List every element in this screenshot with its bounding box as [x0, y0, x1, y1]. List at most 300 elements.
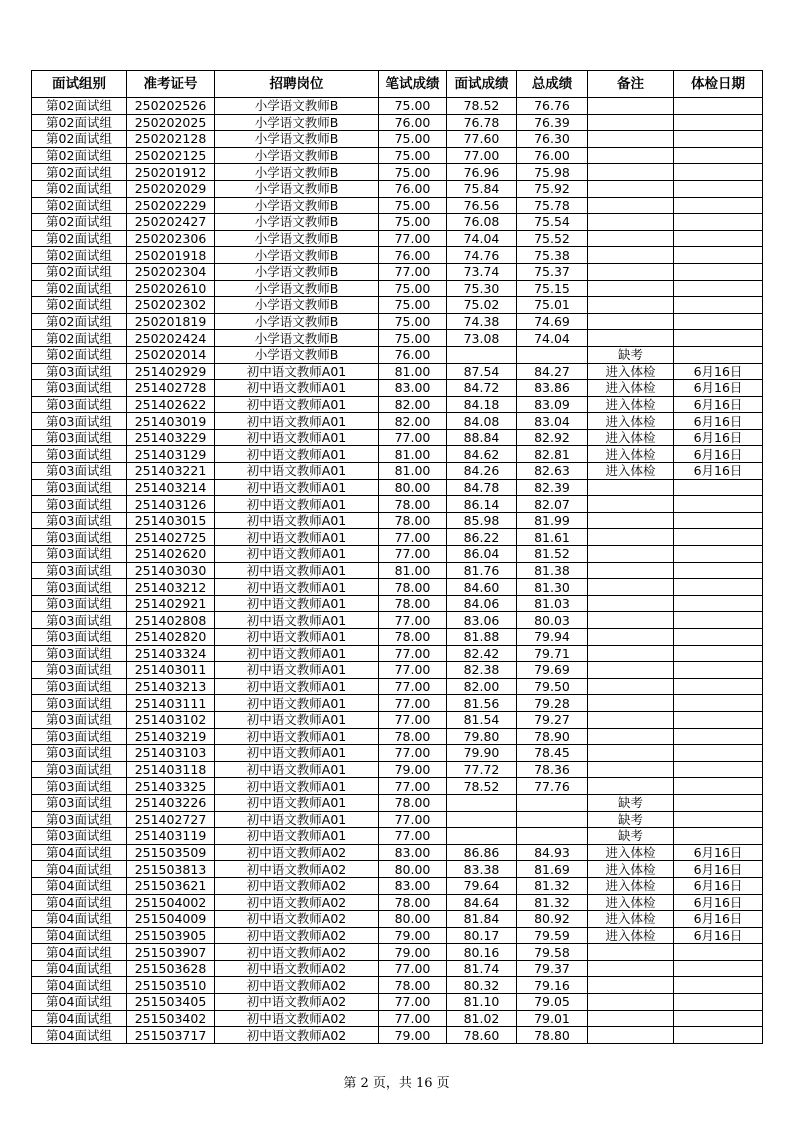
exam-date-cell: 6月16日 [674, 877, 763, 894]
interview-score-cell: 84.62 [447, 446, 517, 463]
group-cell: 第02面试组 [32, 247, 127, 264]
group-cell: 第03面试组 [32, 562, 127, 579]
total-score-cell: 75.98 [517, 164, 588, 181]
total-score-cell: 75.15 [517, 280, 588, 297]
table-row [32, 944, 763, 961]
col-header-group: 面试组别 [32, 71, 127, 98]
table-row [32, 911, 763, 928]
position-cell: 初中语文教师A01 [215, 745, 379, 762]
exam-date-cell [674, 346, 763, 363]
exam-number-cell: 250202125 [127, 147, 215, 164]
exam-number-cell: 251403030 [127, 562, 215, 579]
group-cell: 第03面试组 [32, 678, 127, 695]
exam-number-cell: 251503628 [127, 960, 215, 977]
group-cell: 第03面试组 [32, 761, 127, 778]
position-cell: 初中语文教师A01 [215, 761, 379, 778]
written-score-cell: 76.00 [379, 346, 447, 363]
position-cell: 初中语文教师A01 [215, 811, 379, 828]
group-cell: 第03面试组 [32, 595, 127, 612]
written-score-cell: 78.00 [379, 728, 447, 745]
written-score-cell: 78.00 [379, 894, 447, 911]
table-row [32, 844, 763, 861]
remark-cell [588, 164, 674, 181]
remark-cell [588, 711, 674, 728]
group-cell: 第03面试组 [32, 728, 127, 745]
group-cell: 第03面试组 [32, 463, 127, 480]
group-cell: 第03面试组 [32, 396, 127, 413]
total-score-cell: 75.38 [517, 247, 588, 264]
group-cell: 第02面试组 [32, 131, 127, 148]
written-score-cell: 82.00 [379, 413, 447, 430]
total-score-cell: 78.36 [517, 761, 588, 778]
written-score-cell: 76.00 [379, 247, 447, 264]
written-score-cell: 77.00 [379, 230, 447, 247]
table-row [32, 828, 763, 845]
written-score-cell: 75.00 [379, 197, 447, 214]
total-score-cell: 81.32 [517, 894, 588, 911]
group-cell: 第03面试组 [32, 496, 127, 513]
interview-score-cell: 86.86 [447, 844, 517, 861]
exam-number-cell: 250202304 [127, 263, 215, 280]
remark-cell [588, 595, 674, 612]
exam-number-cell: 251402622 [127, 396, 215, 413]
exam-date-cell [674, 529, 763, 546]
exam-date-cell [674, 230, 763, 247]
table-row [32, 794, 763, 811]
total-score-cell: 79.27 [517, 711, 588, 728]
interview-score-cell: 84.72 [447, 380, 517, 397]
remark-cell [588, 662, 674, 679]
exam-number-cell: 251403212 [127, 579, 215, 596]
remark-cell [588, 263, 674, 280]
table-row [32, 363, 763, 380]
total-score-cell: 74.04 [517, 330, 588, 347]
exam-date-cell [674, 297, 763, 314]
written-score-cell: 75.00 [379, 214, 447, 231]
total-score-cell: 78.90 [517, 728, 588, 745]
exam-number-cell: 251403126 [127, 496, 215, 513]
remark-cell [588, 629, 674, 646]
exam-number-cell: 250202014 [127, 346, 215, 363]
interview-score-cell: 81.84 [447, 911, 517, 928]
exam-number-cell: 251402929 [127, 363, 215, 380]
total-score-cell: 82.81 [517, 446, 588, 463]
remark-cell: 进入体检 [588, 894, 674, 911]
interview-score-cell: 74.04 [447, 230, 517, 247]
exam-date-cell [674, 695, 763, 712]
total-score-cell: 79.58 [517, 944, 588, 961]
remark-cell [588, 1010, 674, 1027]
written-score-cell: 80.00 [379, 479, 447, 496]
exam-date-cell [674, 828, 763, 845]
total-score-cell: 82.63 [517, 463, 588, 480]
exam-number-cell: 251402620 [127, 546, 215, 563]
table-row [32, 877, 763, 894]
exam-date-cell [674, 645, 763, 662]
total-score-cell: 79.69 [517, 662, 588, 679]
group-cell: 第02面试组 [32, 98, 127, 115]
remark-cell [588, 147, 674, 164]
written-score-cell: 83.00 [379, 380, 447, 397]
col-header-exam-number: 准考证号 [127, 71, 215, 98]
interview-score-cell: 82.00 [447, 678, 517, 695]
written-score-cell: 78.00 [379, 977, 447, 994]
written-score-cell: 78.00 [379, 496, 447, 513]
exam-date-cell: 6月16日 [674, 380, 763, 397]
written-score-cell: 77.00 [379, 960, 447, 977]
remark-cell [588, 562, 674, 579]
interview-score-cell: 76.56 [447, 197, 517, 214]
position-cell: 小学语文教师B [215, 280, 379, 297]
position-cell: 初中语文教师A02 [215, 960, 379, 977]
total-score-cell: 84.93 [517, 844, 588, 861]
interview-score-cell: 81.76 [447, 562, 517, 579]
position-cell: 初中语文教师A02 [215, 861, 379, 878]
group-cell: 第04面试组 [32, 1010, 127, 1027]
exam-number-cell: 251403015 [127, 512, 215, 529]
exam-date-cell: 6月16日 [674, 429, 763, 446]
position-cell: 初中语文教师A01 [215, 645, 379, 662]
position-cell: 小学语文教师B [215, 131, 379, 148]
remark-cell: 进入体检 [588, 413, 674, 430]
written-score-cell: 75.00 [379, 98, 447, 115]
col-header-total-score: 总成绩 [517, 71, 588, 98]
col-header-remark: 备注 [588, 71, 674, 98]
exam-number-cell: 250202229 [127, 197, 215, 214]
exam-date-cell: 6月16日 [674, 413, 763, 430]
exam-date-cell [674, 811, 763, 828]
written-score-cell: 82.00 [379, 396, 447, 413]
group-cell: 第04面试组 [32, 911, 127, 928]
total-score-cell: 79.37 [517, 960, 588, 977]
exam-number-cell: 251504002 [127, 894, 215, 911]
exam-number-cell: 251503717 [127, 1027, 215, 1044]
exam-date-cell: 6月16日 [674, 363, 763, 380]
exam-number-cell: 251402820 [127, 629, 215, 646]
total-score-cell: 78.80 [517, 1027, 588, 1044]
exam-number-cell: 250202610 [127, 280, 215, 297]
group-cell: 第04面试组 [32, 977, 127, 994]
remark-cell [588, 131, 674, 148]
group-cell: 第02面试组 [32, 263, 127, 280]
written-score-cell: 77.00 [379, 529, 447, 546]
group-cell: 第02面试组 [32, 330, 127, 347]
total-score-cell: 75.78 [517, 197, 588, 214]
remark-cell: 进入体检 [588, 861, 674, 878]
interview-score-cell: 77.00 [447, 147, 517, 164]
remark-cell [588, 98, 674, 115]
written-score-cell: 80.00 [379, 861, 447, 878]
exam-number-cell: 250202128 [127, 131, 215, 148]
exam-date-cell: 6月16日 [674, 927, 763, 944]
written-score-cell: 79.00 [379, 927, 447, 944]
written-score-cell: 77.00 [379, 612, 447, 629]
group-cell: 第03面试组 [32, 695, 127, 712]
exam-number-cell: 251402727 [127, 811, 215, 828]
table-row [32, 529, 763, 546]
exam-number-cell: 251503510 [127, 977, 215, 994]
interview-score-cell: 80.17 [447, 927, 517, 944]
written-score-cell: 78.00 [379, 579, 447, 596]
exam-number-cell: 251403118 [127, 761, 215, 778]
interview-score-cell: 81.56 [447, 695, 517, 712]
interview-score-cell: 87.54 [447, 363, 517, 380]
table-row [32, 678, 763, 695]
exam-number-cell: 250202306 [127, 230, 215, 247]
remark-cell [588, 214, 674, 231]
position-cell: 初中语文教师A01 [215, 595, 379, 612]
remark-cell [588, 512, 674, 529]
total-score-cell: 79.01 [517, 1010, 588, 1027]
exam-date-cell [674, 944, 763, 961]
interview-score-cell: 75.02 [447, 297, 517, 314]
table-row [32, 247, 763, 264]
exam-date-cell [674, 164, 763, 181]
remark-cell [588, 479, 674, 496]
interview-score-cell: 79.90 [447, 745, 517, 762]
position-cell: 小学语文教师B [215, 247, 379, 264]
interview-score-cell: 84.06 [447, 595, 517, 612]
total-score-cell [517, 828, 588, 845]
exam-number-cell: 250202029 [127, 180, 215, 197]
total-score-cell: 75.92 [517, 180, 588, 197]
exam-number-cell: 251403213 [127, 678, 215, 695]
table-row [32, 114, 763, 131]
group-cell: 第03面试组 [32, 811, 127, 828]
position-cell: 小学语文教师B [215, 197, 379, 214]
exam-number-cell: 251503405 [127, 994, 215, 1011]
total-score-cell: 78.45 [517, 745, 588, 762]
total-score-cell: 76.76 [517, 98, 588, 115]
exam-number-cell: 250201819 [127, 313, 215, 330]
table-row [32, 263, 763, 280]
group-cell: 第04面试组 [32, 1027, 127, 1044]
interview-score-cell: 84.78 [447, 479, 517, 496]
table-row [32, 463, 763, 480]
total-score-cell: 80.03 [517, 612, 588, 629]
written-score-cell: 77.00 [379, 994, 447, 1011]
remark-cell [588, 247, 674, 264]
position-cell: 初中语文教师A02 [215, 877, 379, 894]
position-cell: 初中语文教师A02 [215, 994, 379, 1011]
exam-date-cell [674, 496, 763, 513]
remark-cell [588, 612, 674, 629]
col-header-position: 招聘岗位 [215, 71, 379, 98]
remark-cell [588, 529, 674, 546]
table-row [32, 429, 763, 446]
group-cell: 第03面试组 [32, 794, 127, 811]
interview-score-cell: 86.22 [447, 529, 517, 546]
written-score-cell: 78.00 [379, 595, 447, 612]
interview-score-cell [447, 346, 517, 363]
remark-cell [588, 977, 674, 994]
position-cell: 初中语文教师A01 [215, 562, 379, 579]
exam-date-cell [674, 546, 763, 563]
exam-date-cell [674, 131, 763, 148]
written-score-cell: 77.00 [379, 662, 447, 679]
table-row [32, 960, 763, 977]
position-cell: 初中语文教师A02 [215, 1027, 379, 1044]
group-cell: 第04面试组 [32, 927, 127, 944]
total-score-cell: 75.54 [517, 214, 588, 231]
position-cell: 小学语文教师B [215, 263, 379, 280]
exam-number-cell: 251403019 [127, 413, 215, 430]
group-cell: 第03面试组 [32, 546, 127, 563]
interview-score-cell: 74.76 [447, 247, 517, 264]
total-score-cell: 74.69 [517, 313, 588, 330]
remark-cell [588, 579, 674, 596]
group-cell: 第04面试组 [32, 844, 127, 861]
table-row [32, 147, 763, 164]
position-cell: 小学语文教师B [215, 297, 379, 314]
interview-score-cell: 76.08 [447, 214, 517, 231]
table-row [32, 98, 763, 115]
table-row [32, 1027, 763, 1044]
exam-date-cell [674, 728, 763, 745]
exam-number-cell: 251403111 [127, 695, 215, 712]
remark-cell [588, 197, 674, 214]
interview-score-cell: 82.42 [447, 645, 517, 662]
position-cell: 初中语文教师A01 [215, 794, 379, 811]
position-cell: 初中语文教师A02 [215, 844, 379, 861]
position-cell: 初中语文教师A02 [215, 944, 379, 961]
exam-date-cell [674, 994, 763, 1011]
exam-date-cell [674, 595, 763, 612]
interview-score-cell: 73.74 [447, 263, 517, 280]
group-cell: 第02面试组 [32, 147, 127, 164]
interview-score-cell: 79.80 [447, 728, 517, 745]
interview-score-cell: 84.60 [447, 579, 517, 596]
exam-number-cell: 251403214 [127, 479, 215, 496]
total-score-cell: 81.61 [517, 529, 588, 546]
position-cell: 初中语文教师A01 [215, 678, 379, 695]
position-cell: 初中语文教师A02 [215, 977, 379, 994]
remark-cell [588, 994, 674, 1011]
table-row [32, 761, 763, 778]
remark-cell [588, 180, 674, 197]
position-cell: 初中语文教师A01 [215, 429, 379, 446]
interview-score-cell: 75.84 [447, 180, 517, 197]
interview-score-cell: 81.54 [447, 711, 517, 728]
total-score-cell: 79.05 [517, 994, 588, 1011]
table-row [32, 994, 763, 1011]
total-score-cell: 79.59 [517, 927, 588, 944]
position-cell: 初中语文教师A02 [215, 911, 379, 928]
total-score-cell: 83.86 [517, 380, 588, 397]
exam-number-cell: 251403325 [127, 778, 215, 795]
remark-cell: 缺考 [588, 811, 674, 828]
position-cell: 小学语文教师B [215, 313, 379, 330]
exam-number-cell: 250202427 [127, 214, 215, 231]
total-score-cell: 79.71 [517, 645, 588, 662]
group-cell: 第03面试组 [32, 479, 127, 496]
exam-number-cell: 251403324 [127, 645, 215, 662]
table-row [32, 711, 763, 728]
position-cell: 初中语文教师A01 [215, 546, 379, 563]
group-cell: 第03面试组 [32, 645, 127, 662]
position-cell: 初中语文教师A01 [215, 579, 379, 596]
interview-score-cell: 81.88 [447, 629, 517, 646]
written-score-cell: 79.00 [379, 761, 447, 778]
table-row [32, 745, 763, 762]
group-cell: 第03面试组 [32, 629, 127, 646]
exam-date-cell [674, 114, 763, 131]
written-score-cell: 77.00 [379, 678, 447, 695]
total-score-cell: 77.76 [517, 778, 588, 795]
remark-cell [588, 297, 674, 314]
position-cell: 小学语文教师B [215, 147, 379, 164]
position-cell: 小学语文教师B [215, 180, 379, 197]
written-score-cell: 75.00 [379, 280, 447, 297]
exam-date-cell [674, 678, 763, 695]
exam-number-cell: 251503813 [127, 861, 215, 878]
table-row [32, 728, 763, 745]
table-row [32, 562, 763, 579]
total-score-cell: 83.09 [517, 396, 588, 413]
exam-number-cell: 250202025 [127, 114, 215, 131]
exam-number-cell: 251402725 [127, 529, 215, 546]
exam-number-cell: 251403226 [127, 794, 215, 811]
page-footer: 第 2 页，共 16 页 [343, 1076, 450, 1091]
total-score-cell: 84.27 [517, 363, 588, 380]
remark-cell [588, 645, 674, 662]
interview-score-cell [447, 811, 517, 828]
remark-cell [588, 230, 674, 247]
position-cell: 初中语文教师A01 [215, 446, 379, 463]
remark-cell [588, 1027, 674, 1044]
exam-date-cell: 6月16日 [674, 861, 763, 878]
table-row [32, 512, 763, 529]
table-row [32, 396, 763, 413]
total-score-cell: 82.92 [517, 429, 588, 446]
position-cell: 初中语文教师A01 [215, 479, 379, 496]
table-row [32, 297, 763, 314]
table-row [32, 645, 763, 662]
written-score-cell: 79.00 [379, 944, 447, 961]
written-score-cell: 75.00 [379, 131, 447, 148]
exam-date-cell [674, 562, 763, 579]
interview-score-cell: 78.60 [447, 1027, 517, 1044]
group-cell: 第02面试组 [32, 346, 127, 363]
group-cell: 第03面试组 [32, 446, 127, 463]
interview-score-cell: 80.32 [447, 977, 517, 994]
group-cell: 第03面试组 [32, 413, 127, 430]
exam-date-cell [674, 977, 763, 994]
table-row [32, 413, 763, 430]
written-score-cell: 81.00 [379, 446, 447, 463]
exam-date-cell: 6月16日 [674, 463, 763, 480]
total-score-cell: 81.99 [517, 512, 588, 529]
group-cell: 第04面试组 [32, 994, 127, 1011]
total-score-cell: 82.07 [517, 496, 588, 513]
group-cell: 第02面试组 [32, 313, 127, 330]
remark-cell [588, 695, 674, 712]
col-header-interview-score: 面试成绩 [447, 71, 517, 98]
written-score-cell: 77.00 [379, 546, 447, 563]
exam-number-cell: 251503621 [127, 877, 215, 894]
interview-score-cell: 81.10 [447, 994, 517, 1011]
table-body [32, 98, 763, 1044]
exam-number-cell: 251403102 [127, 711, 215, 728]
position-cell: 小学语文教师B [215, 214, 379, 231]
position-cell: 小学语文教师B [215, 330, 379, 347]
exam-date-cell [674, 263, 763, 280]
exam-number-cell: 251403119 [127, 828, 215, 845]
total-score-cell: 81.69 [517, 861, 588, 878]
remark-cell: 进入体检 [588, 446, 674, 463]
written-score-cell: 75.00 [379, 330, 447, 347]
remark-cell: 进入体检 [588, 844, 674, 861]
